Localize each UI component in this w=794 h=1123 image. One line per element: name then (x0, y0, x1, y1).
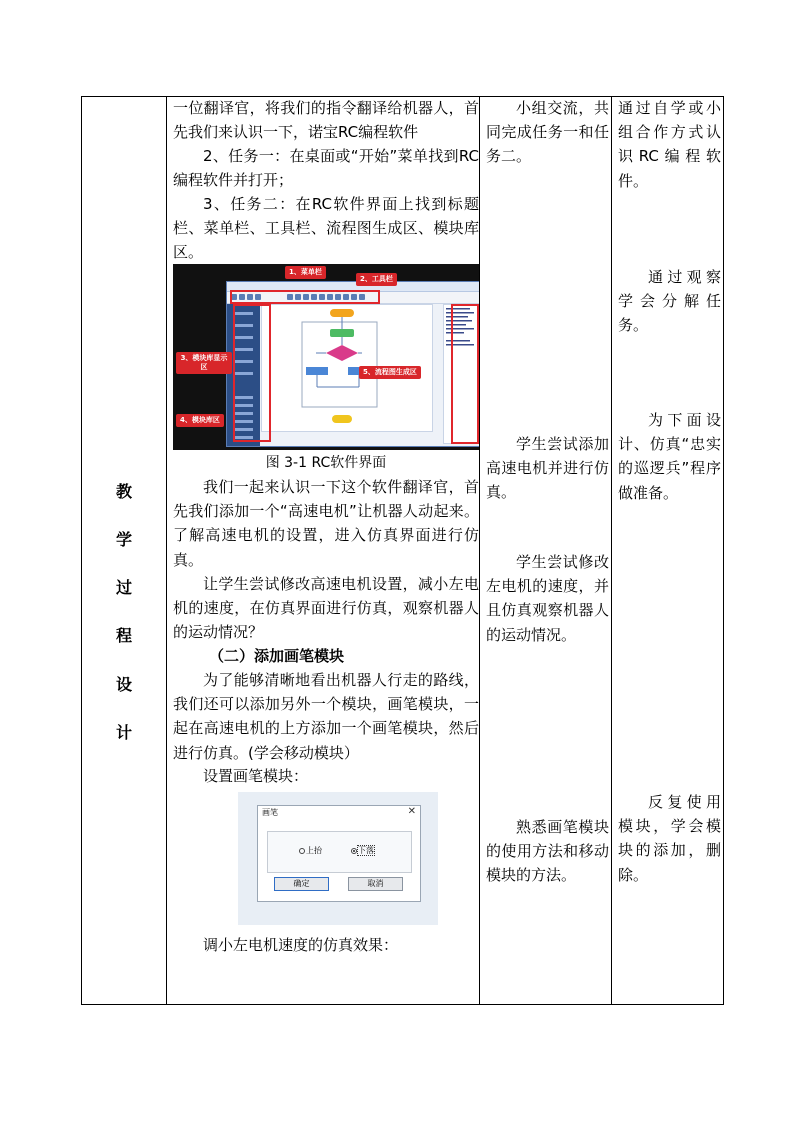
student-activity: 学生尝试添加高速电机并进行仿真。 (486, 435, 609, 502)
design-intent: 通过观察学会分解任务。 (618, 268, 721, 335)
cancel-button: 取消 (348, 877, 403, 891)
student-activity: 小组交流，共同完成任务一和任务二。 (486, 99, 609, 166)
row-header-char: 过 (115, 578, 132, 597)
radio-group (267, 831, 412, 873)
design-intent: 为下面设计、仿真“忠实的巡逻兵”程序做准备。 (618, 411, 721, 502)
task-two-paragraph: 3、任务二：在RC软件界面上找到标题栏、菜单栏、工具栏、流程图生成区、模块库区。 (173, 195, 479, 262)
column-divider (166, 97, 167, 1004)
section-heading: （二）添加画笔模块 (209, 647, 345, 665)
code-highlight (451, 304, 479, 444)
rc-software-screenshot (173, 264, 479, 450)
pen-dialog-screenshot (238, 792, 438, 925)
callout-library-display: 3、模块库显示区 (176, 352, 232, 374)
callout-flowchart-area: 5、流程图生成区 (359, 366, 421, 379)
close-icon: ✕ (407, 806, 416, 817)
dialog-title: 画笔 (262, 808, 278, 817)
radio-down-label: 下落 (358, 846, 374, 855)
design-intent: 通过自学或小组合作方式认识RC编程软件。 (618, 99, 721, 190)
row-header-char: 教 (115, 482, 132, 501)
radio-down (351, 846, 374, 856)
student-activity: 熟悉画笔模块的使用方法和移动模块的方法。 (486, 818, 609, 885)
content-paragraph: 我们一起来认识一下这个软件翻译官，首先我们添加一个“高速电机”让机器人动起来。了解高速电机的设置，进入仿真界面进行仿真。 (173, 478, 479, 569)
radio-up (299, 846, 322, 856)
callout-menu-bar: 1、菜单栏 (285, 266, 326, 279)
content-paragraph: 一位翻译官，将我们的指令翻译给机器人，首先我们来认识一下，诺宝RC编程软件 (173, 99, 479, 142)
task-one-paragraph: 2、任务一：在桌面或“开始”菜单找到RC编程软件并打开； (173, 147, 479, 190)
figure-caption: 图 3-1 RC软件界面 (265, 455, 387, 471)
radio-selected-icon (351, 848, 357, 854)
radio-up-label: 上抬 (306, 846, 322, 855)
pen-dialog (257, 805, 421, 902)
column-divider (479, 97, 480, 1004)
callout-toolbar: 2、工具栏 (356, 273, 397, 286)
row-header-char: 计 (115, 723, 132, 742)
toolbar-highlight (230, 290, 380, 304)
row-header-char: 设 (115, 675, 132, 694)
column-divider (611, 97, 612, 1004)
library-highlight (233, 304, 271, 442)
row-header-char: 程 (115, 626, 132, 645)
ok-button: 确定 (274, 877, 329, 891)
row-header-column (82, 97, 166, 1004)
student-activity: 学生尝试修改左电机的速度，并且仿真观察机器人的运动情况。 (486, 553, 609, 644)
callout-module-library: 4、模块库区 (176, 414, 224, 427)
content-paragraph: 为了能够清晰地看出机器人行走的路线，我们还可以添加另外一个模块，画笔模块，一起在高速电机的上方添加一个画笔模块，然后进行仿真。(学会移动模块） (173, 671, 479, 762)
content-paragraph: 设置画笔模块： (203, 767, 309, 785)
content-paragraph: 调小左电机速度的仿真效果： (203, 936, 399, 954)
design-intent: 反复使用模块，学会模块的添加，删除。 (618, 793, 721, 884)
row-header-char: 学 (115, 530, 132, 549)
content-paragraph: 让学生尝试修改高速电机设置，减小左电机的速度，在仿真界面进行仿真，观察机器人的运动情况？ (173, 575, 479, 642)
radio-circle-icon (299, 848, 305, 854)
